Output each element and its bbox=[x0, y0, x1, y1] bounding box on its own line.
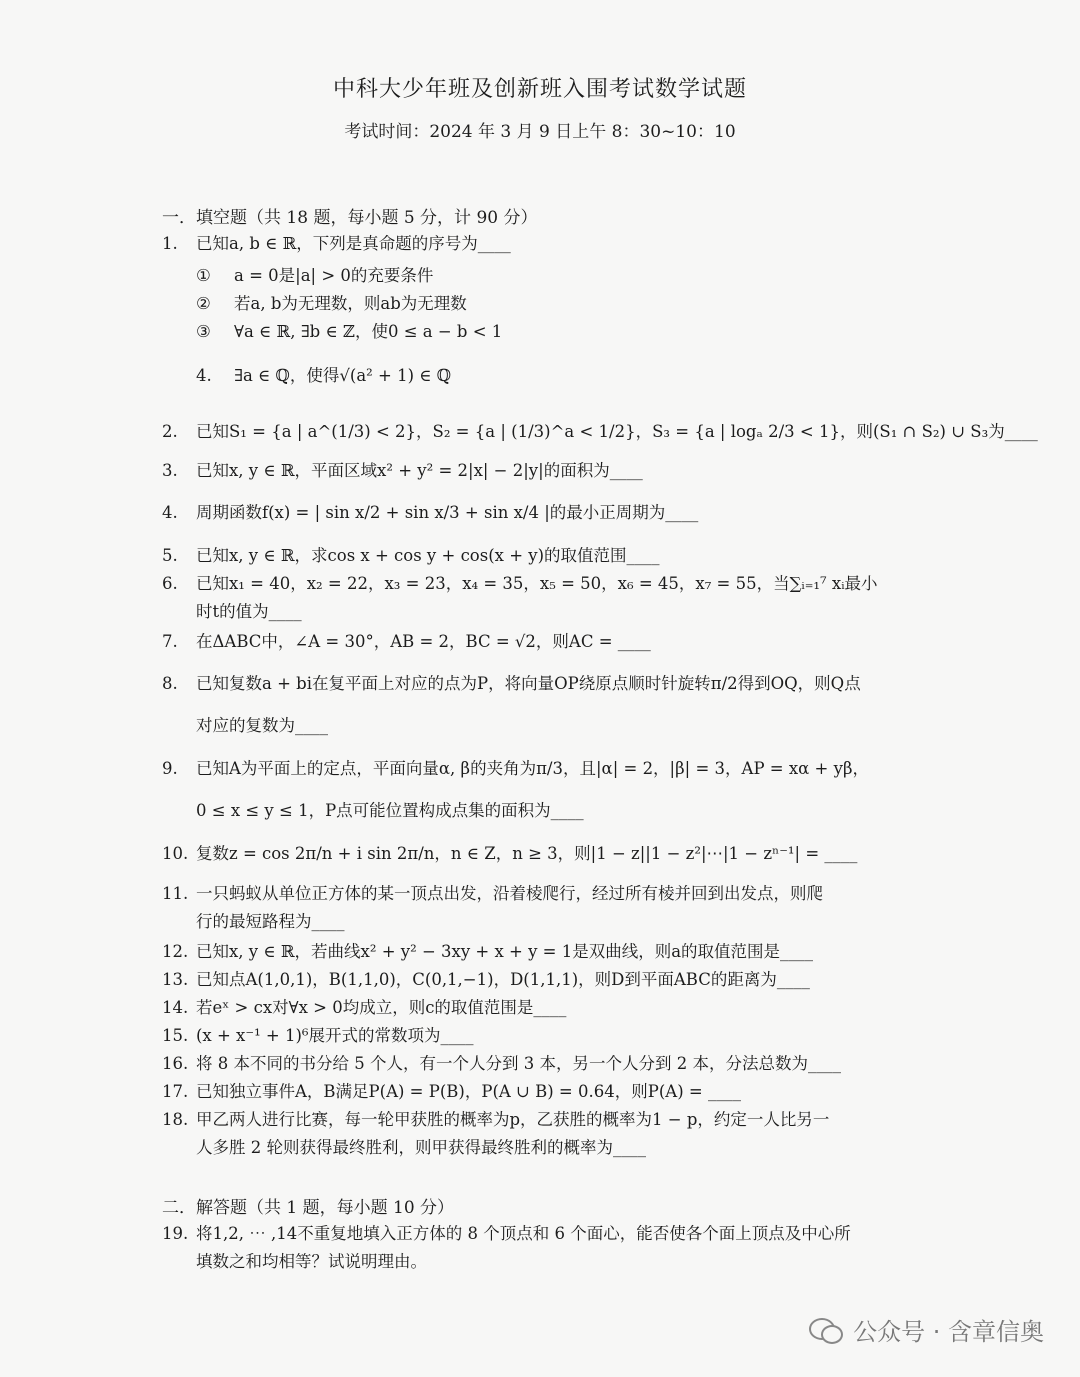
question-text: (x + x⁻¹ + 1)⁶展开式的常数项为____ bbox=[196, 1026, 474, 1045]
question-number: 8. bbox=[162, 674, 178, 693]
question-number: 19. bbox=[162, 1224, 189, 1243]
wechat-icon bbox=[809, 1316, 843, 1344]
question-number: 5. bbox=[162, 546, 178, 565]
question-number: 10. bbox=[162, 844, 189, 863]
question-text: 已知S₁ = {a | a^(1/3) < 2}，S₂ = {a | (1/3)^a < 1/2}，S₃ = {a | logₐ 2/3 < 1}，则(S₁ ∩ S₂) ∪ S₃为____ bbox=[196, 422, 1038, 441]
question-12 bbox=[162, 938, 922, 966]
option-mark: ② bbox=[196, 294, 211, 313]
watermark-text: 公众号 · 含章信奥 bbox=[853, 1318, 1044, 1346]
question-text-continued: 对应的复数为____ bbox=[196, 716, 328, 735]
question-text: 复数z = cos 2π/n + i sin 2π/n，n ∈ Z，n ≥ 3，则|1 − z||1 − z²|⋯|1 − zⁿ⁻¹| = ____ bbox=[196, 844, 858, 863]
question-text-continued: 人多胜 2 轮则获得最终胜利，则甲获得最终胜利的概率为____ bbox=[196, 1138, 646, 1157]
question-16 bbox=[162, 1050, 922, 1078]
question-18 bbox=[162, 1106, 922, 1157]
question-text-continued: 时t的值为____ bbox=[196, 602, 302, 621]
question-number: 14. bbox=[162, 998, 189, 1017]
question-text: 一只蚂蚁从单位正方体的某一顶点出发，沿着棱爬行，经过所有棱并回到出发点，则爬 bbox=[196, 884, 823, 903]
watermark bbox=[809, 1312, 1044, 1347]
q1-option-2 bbox=[196, 290, 467, 314]
question-text-continued: 行的最短路程为____ bbox=[196, 912, 345, 931]
question-text: 已知复数a + bi在复平面上对应的点为P，将向量OP绕原点顺时针旋转π/2得到OQ，则Q点 bbox=[196, 674, 861, 693]
question-text: 甲乙两人进行比赛，每一轮甲获胜的概率为p，乙获胜的概率为1 − p，约定一人比另一 bbox=[196, 1110, 830, 1129]
question-text: 已知x, y ∈ ℝ，若曲线x² + y² − 3xy + x + y = 1是双曲线，则a的取值范围是____ bbox=[196, 942, 814, 961]
question-4 bbox=[162, 499, 922, 527]
question-number: 12. bbox=[162, 942, 189, 961]
question-text-continued: 0 ≤ x ≤ y ≤ 1，P点可能位置构成点集的面积为____ bbox=[196, 801, 584, 820]
option-text: ∃a ∈ ℚ，使得√(a² + 1) ∈ ℚ bbox=[234, 366, 452, 385]
question-text: 已知a, b ∈ ℝ，下列是真命题的序号为____ bbox=[196, 234, 511, 253]
option-mark: ③ bbox=[196, 322, 211, 341]
question-14 bbox=[162, 994, 922, 1022]
question-number: 4. bbox=[162, 503, 178, 522]
question-number: 3. bbox=[162, 461, 178, 480]
question-number: 6. bbox=[162, 574, 178, 593]
question-text: 在ΔABC中，∠A = 30°，AB = 2，BC = √2，则AC = ____ bbox=[196, 632, 651, 651]
question-text-continued: 填数之和均相等？试说明理由。 bbox=[196, 1252, 427, 1271]
section-heading-fill-in: 一．填空题（共 18 题，每小题 5 分，计 90 分） bbox=[162, 208, 538, 228]
question-text: 若eˣ > cx对∀x > 0均成立，则c的取值范围是____ bbox=[196, 998, 567, 1017]
question-number: 2. bbox=[162, 422, 178, 441]
exam-time: 考试时间：2024 年 3 月 9 日上午 8：30~10：10 bbox=[344, 122, 736, 142]
option-text: 若a, b为无理数，则ab为无理数 bbox=[234, 294, 467, 313]
question-text: 将1,2, ⋯ ,14不重复地填入正方体的 8 个顶点和 6 个面心，能否使各个面上顶点及中心所 bbox=[196, 1224, 851, 1243]
question-text: 已知x, y ∈ ℝ，求cos x + cos y + cos(x + y)的取值范围____ bbox=[196, 546, 660, 565]
question-17 bbox=[162, 1078, 922, 1106]
question-text: 周期函数f(x) = | sin x/2 + sin x/3 + sin x/4 |的最小正周期为____ bbox=[196, 503, 699, 522]
q1-option-4 bbox=[196, 362, 451, 386]
question-number: 16. bbox=[162, 1054, 189, 1073]
question-text: 已知独立事件A，B满足P(A) = P(B)，P(A ∪ B) = 0.64，则P(A) = ____ bbox=[196, 1082, 741, 1101]
option-text: a = 0是|a| > 0的充要条件 bbox=[234, 266, 434, 285]
question-number: 9. bbox=[162, 759, 178, 778]
question-text: 已知x, y ∈ ℝ，平面区域x² + y² = 2|x| − 2|y|的面积为____ bbox=[196, 461, 643, 480]
question-number: 17. bbox=[162, 1082, 189, 1101]
question-text: 将 8 本不同的书分给 5 个人，有一个人分到 3 本，另一个人分到 2 本，分法总数为____ bbox=[196, 1054, 841, 1073]
question-number: 18. bbox=[162, 1110, 189, 1129]
question-number: 15. bbox=[162, 1026, 189, 1045]
option-mark: 4. bbox=[196, 366, 212, 385]
question-number: 11. bbox=[162, 884, 189, 903]
q1-option-3 bbox=[196, 318, 502, 342]
question-19 bbox=[162, 1220, 922, 1271]
question-1 bbox=[162, 230, 922, 258]
question-6 bbox=[162, 570, 922, 621]
question-text: 已知x₁ = 40，x₂ = 22，x₃ = 23，x₄ = 35，x₅ = 50，x₆ = 45，x₇ = 55，当∑ᵢ₌₁⁷ xᵢ最小 bbox=[196, 574, 878, 593]
question-10 bbox=[162, 840, 922, 868]
question-text: 已知A为平面上的定点，平面向量α, β的夹角为π/3，且|α| = 2，|β| = 3，AP = xα + yβ， bbox=[196, 759, 869, 778]
question-8 bbox=[162, 670, 922, 735]
question-number: 7. bbox=[162, 632, 178, 651]
option-text: ∀a ∈ ℝ, ∃b ∈ ℤ，使0 ≤ a − b < 1 bbox=[234, 322, 503, 341]
question-2 bbox=[162, 418, 1038, 446]
question-text: 已知点A(1,0,1)，B(1,1,0)，C(0,1,−1)，D(1,1,1)，则D到平面ABC的距离为____ bbox=[196, 970, 810, 989]
question-3 bbox=[162, 457, 922, 485]
question-5 bbox=[162, 542, 922, 570]
question-number: 1. bbox=[162, 234, 178, 253]
question-9 bbox=[162, 755, 922, 820]
question-7 bbox=[162, 628, 922, 656]
page-title: 中科大少年班及创新班入围考试数学试题 bbox=[332, 77, 747, 102]
question-15 bbox=[162, 1022, 922, 1050]
option-mark: ① bbox=[196, 266, 211, 285]
question-number: 13. bbox=[162, 970, 189, 989]
q1-option-1 bbox=[196, 262, 433, 286]
question-11 bbox=[162, 880, 922, 931]
section-heading-answer: 二．解答题（共 1 题，每小题 10 分） bbox=[162, 1198, 455, 1218]
question-13 bbox=[162, 966, 922, 994]
